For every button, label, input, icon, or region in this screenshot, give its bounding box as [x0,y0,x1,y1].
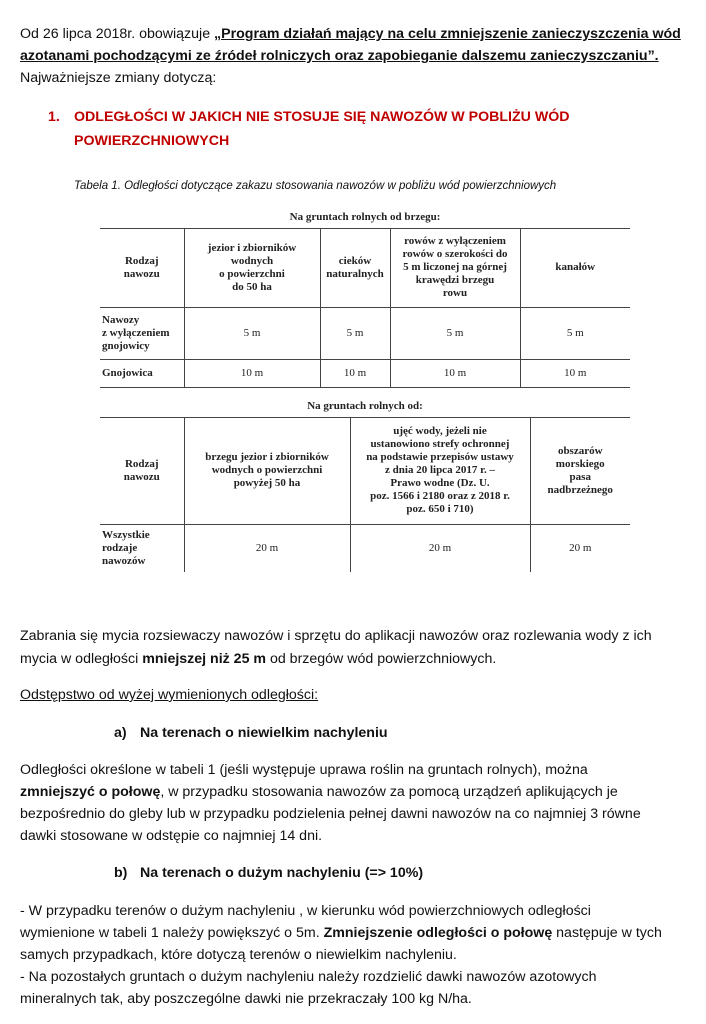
table-cell: 10 m [320,359,390,387]
section-1-number: 1. [48,109,60,125]
table-cell: 5 m [520,307,630,359]
table-cell: 10 m [520,359,630,387]
intro-line-3: Najważniejsze zmiany dotyczą: [20,70,217,86]
section-1-title-line-1: ODLEGŁOŚCI W JAKICH NIE STOSUJE SIĘ NAWOZÓW W POBLIŻU WÓD [74,109,570,125]
program-name-part-2: azotanami pochodzącymi ze źródeł rolniczych oraz zapobieganie dalszemu zanieczyszczaniu”. [20,48,659,64]
table-1-header-canals: kanałów [520,229,630,307]
para-a-line-4: dawki stosowane w odstępie co najmniej 14 dni. [20,828,323,844]
table-2-header-intakes: ujęć wody, jeżeli nie ustanowiono strefy ochronnej na podstawie przepisów ustawy z dnia 20 lipca 2017 r. – Prawo wodne (Dz. U. poz. 1566 i 2180 oraz z 2018 r. poz. 650 i 710) [350,418,530,524]
table-1-row-1-type: Nawozy z wyłączeniem gnojowicy [100,307,184,359]
table-2 [100,395,630,572]
intro-prefix: Od 26 lipca 2018r. obowiązuje [20,26,215,42]
table-2-header-type: Rodzaj nawozu [100,418,184,524]
wash-distance: mniejszej niż 25 m [142,651,267,667]
table-1-header-type: Rodzaj nawozu [100,229,184,307]
para-a-line-2: zmniejszyć o połowę, w przypadku stosowania nawozów za pomocą urządzeń aplikujących je [20,784,618,800]
wash-line-1: Zabrania się mycia rozsiewaczy nawozów i sprzętu do aplikacji nawozów oraz rozlewania wody z ich [20,628,652,644]
sub-a-label: a) [114,725,127,741]
para-b-line-4: - Na pozostałych gruntach o dużym nachyleniu należy rozdzielić dawki nawozów azotowych [20,969,597,985]
para-b-line-5: mineralnych tak, aby poszczególne dawki nie przekraczały 100 kg N/ha. [20,991,472,1007]
exception-heading: Odstępstwo od wyżej wymienionych odległości: [20,687,319,703]
table-row [100,359,630,387]
table-1-header-lakes: jezior i zbiorników wodnych o powierzchni do 50 ha [184,229,320,307]
sub-b-title: Na terenach o dużym nachyleniu (=> 10%) [140,865,424,881]
para-a-line-1: Odległości określone w tabeli 1 (jeśli występuje uprawa roślin na gruntach rolnych), można [20,762,588,778]
program-name-part-1: „Program działań mający na celu zmniejszenie zanieczyszczenia wód [214,26,681,42]
table-cell: 20 m [184,524,350,572]
table-2-row-type: Wszystkie rodzaje nawozów [102,528,150,567]
para-b-line-1: - W przypadku terenów o dużym nachyleniu , w kierunku wód powierzchniowych odległości [20,903,591,919]
wash-line-2: mycia w odległości mniejszej niż 25 m od brzegów wód powierzchniowych. [20,651,497,667]
table-1-title: Na gruntach rolnych od brzegu: [100,206,630,229]
table-row [100,524,630,572]
table-2-header-lakes: brzegu jezior i zbiorników wodnych o powierzchni powyżej 50 ha [184,418,350,524]
sub-a-title: Na terenach o niewielkim nachyleniu [140,725,388,741]
table-1-header-streams: cieków naturalnych [320,229,390,307]
table-2-title: Na gruntach rolnych od: [100,395,630,418]
table-cell: 5 m [184,307,320,359]
para-b-line-2: wymienione w tabeli 1 należy powiększyć o 5m. Zmniejszenie odległości o połowę następuje w tych [20,925,662,941]
table-row [100,307,630,359]
sub-b-label: b) [114,865,128,881]
table-caption: Tabela 1. Odległości dotyczące zakazu stosowania nawozów w pobliżu wód powierzchniowych [74,180,557,192]
table-1-row-2-type: Gnojowica [100,359,184,387]
table-cell: 10 m [390,359,520,387]
table-cell: 5 m [320,307,390,359]
para-b-line-3: samych przypadkach, które dotyczą terenów o niewielkim nachyleniu. [20,947,457,963]
section-1-title-line-2: POWIERZCHNIOWYCH [74,133,230,149]
table-cell: 5 m [390,307,520,359]
table-2-header-marine: obszarów morskiego pasa nadbrzeżnego [530,418,630,524]
para-a-line-3: bezpośrednio do gleby lub w przypadku podzielenia pełnej dawni nawozów na co najmniej 3 równe [20,806,641,822]
table-cell: 20 m [350,524,530,572]
table-cell: 10 m [184,359,320,387]
intro-line-1 [20,23,681,45]
table-1 [100,206,630,388]
table-1-header-ditches: rowów z wyłączeniem rowów o szerokości do 5 m liczonej na górnej krawędzi brzegu rowu [390,229,520,307]
table-cell: 20 m [530,524,630,572]
